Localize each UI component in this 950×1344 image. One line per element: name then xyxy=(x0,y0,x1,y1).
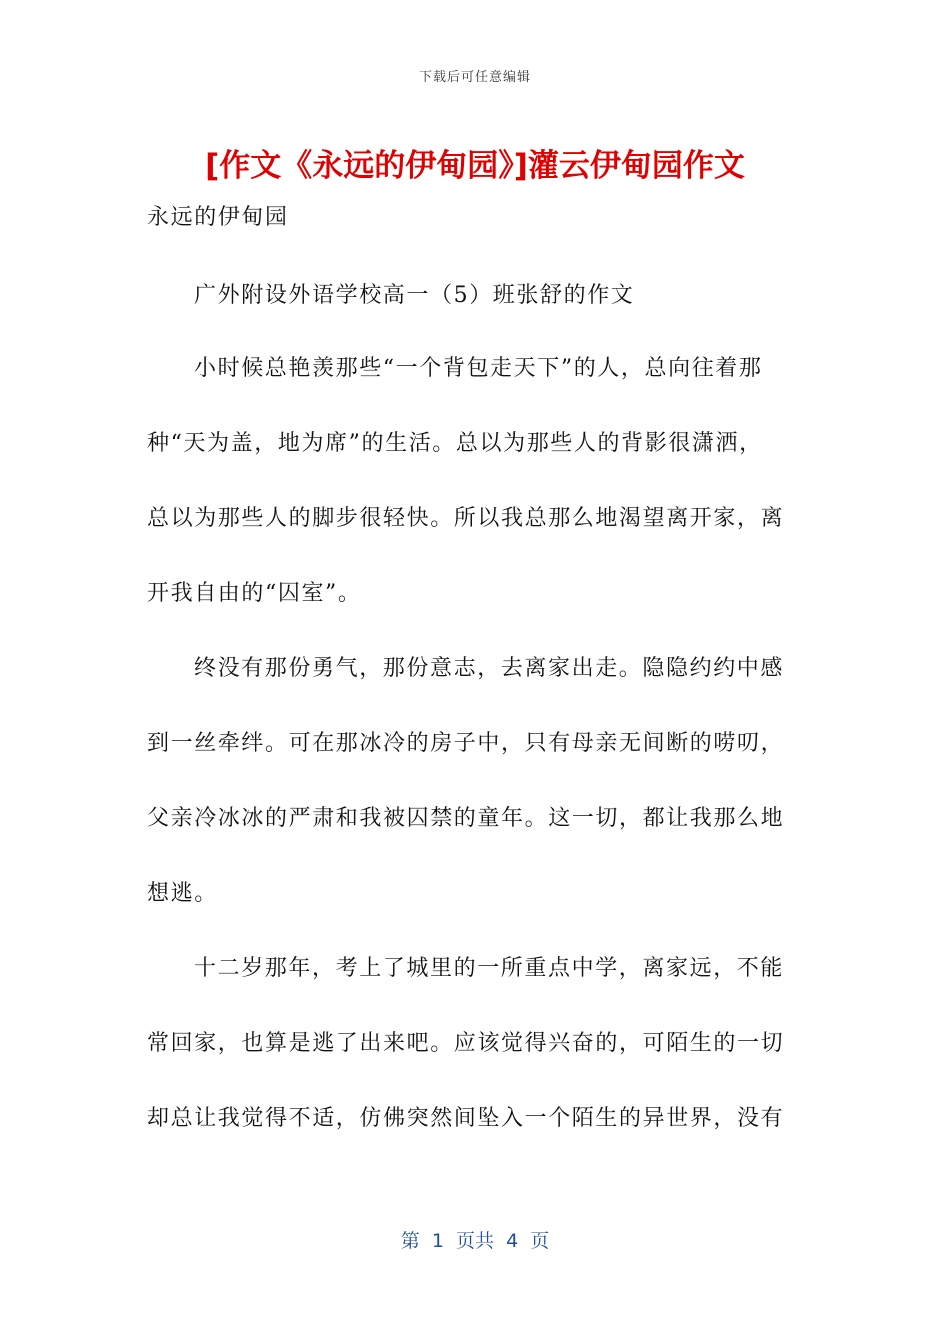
page-header-note: 下载后可任意编辑 xyxy=(418,70,531,85)
essay-heading: 永远的伊甸园 xyxy=(147,205,289,230)
page-number-footer: 第 1 页共 4 页 xyxy=(400,1230,550,1252)
paragraph-line: 种“天为盖，地为席”的生活。总以为那些人的背影很潇洒， xyxy=(147,431,763,456)
paragraph-line: 终没有那份勇气，那份意志，去离家出走。隐隐约约中感 xyxy=(194,656,785,681)
paragraph-line: 十二岁那年，考上了城里的一所重点中学，离家远，不能 xyxy=(194,956,785,981)
paragraph-line: 却总让我觉得不适，仿佛突然间坠入一个陌生的异世界，没有 xyxy=(147,1106,785,1131)
paragraph-line: 父亲冷冰冰的严肃和我被囚禁的童年。这一切，都让我那么地 xyxy=(147,806,785,831)
paragraph-line: 想逃。 xyxy=(147,881,218,906)
paragraph-line: 到一丝牵绊。可在那冰冷的房子中，只有母亲无间断的唠叨， xyxy=(147,731,785,756)
paragraph-line: 常回家，也算是逃了出来吧。应该觉得兴奋的，可陌生的一切 xyxy=(147,1031,785,1056)
document-title: [作文《永远的伊甸园》]灌云伊甸园作文 xyxy=(205,148,745,184)
paragraph-line: 开我自由的“囚室”。 xyxy=(147,581,362,606)
paragraph-line: 总以为那些人的脚步很轻快。所以我总那么地渴望离开家，离 xyxy=(147,506,785,531)
author-line: 广外附设外语学校高一（5）班张舒的作文 xyxy=(194,283,635,308)
paragraph-line: 小时候总艳羡那些“一个背包走天下”的人，总向往着那 xyxy=(194,356,763,381)
